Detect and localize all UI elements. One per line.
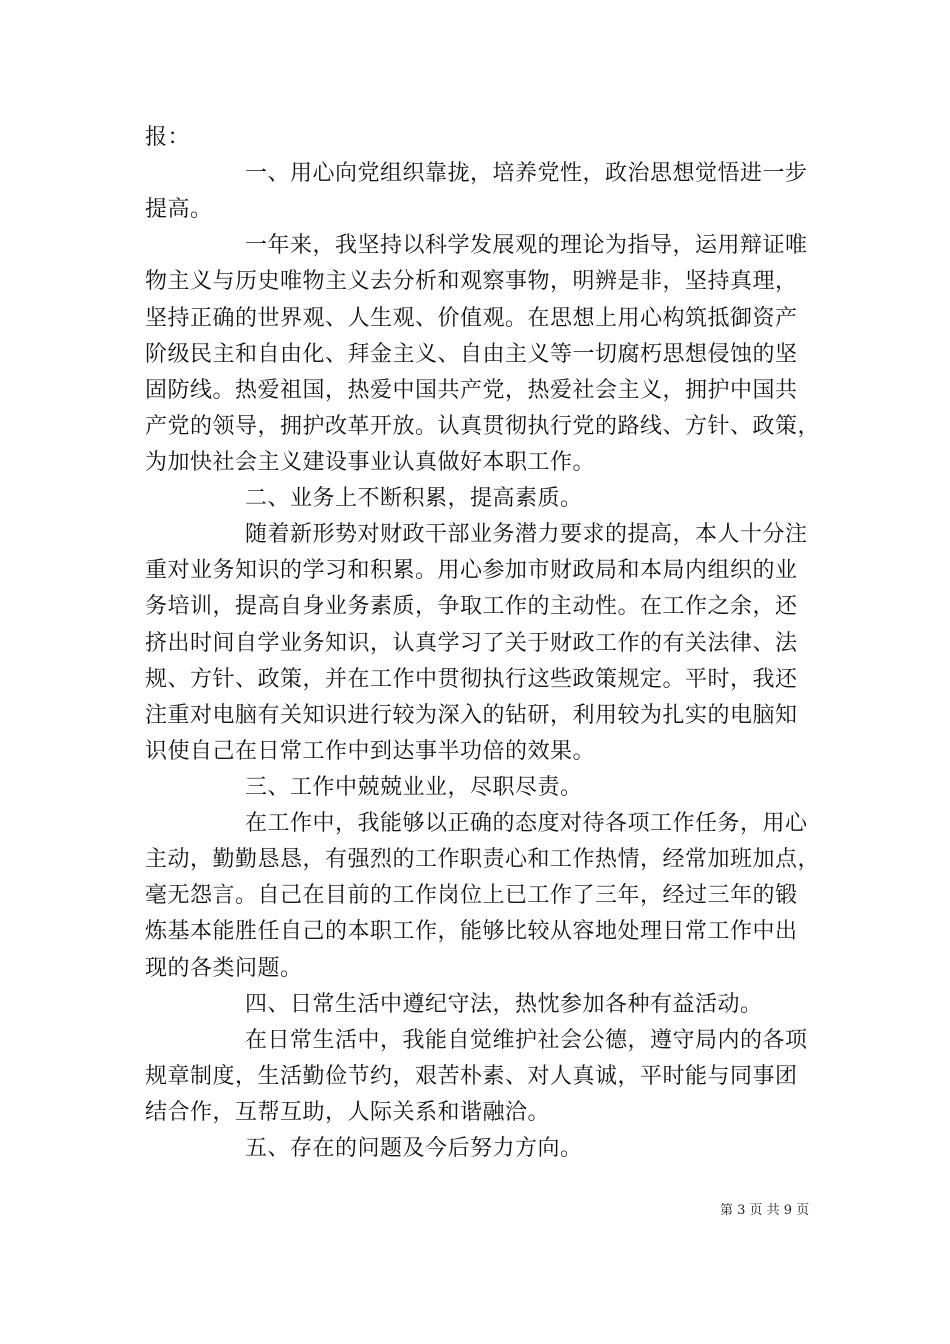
text-line: 主动，勤勤恳恳，有强烈的工作职责心和工作热情，经常加班加点， [145,847,821,872]
section-heading: 二、业务上不断积累，提高素质。 [245,486,583,511]
page-number-footer: 第 3 页 共 9 页 [720,1203,810,1218]
text-line: 阶级民主和自由化、拜金主义、自由主义等一切腐朽思想侵蚀的坚 [145,342,798,367]
text-line: 规章制度，生活勤俭节约，艰苦朴素、对人真诚，平时能与同事团 [145,1064,798,1089]
text-line: 毫无怨言。自己在目前的工作岗位上已工作了三年，经过三年的锻 [145,883,798,908]
text-line: 现的各类问题。 [145,956,303,981]
text-line: 一年来，我坚持以科学发展观的理论为指导，运用辩证唯 [245,233,808,258]
text-line: 注重对电脑有关知识进行较为深入的钻研，利用较为扎实的电脑知 [145,703,798,728]
section-heading: 三、工作中兢兢业业，尽职尽责。 [245,775,583,800]
text-line: 规、方针、政策，并在工作中贯彻执行这些政策规定。平时，我还 [145,667,798,692]
section-heading: 四、日常生活中遵纪守法，热忱参加各种有益活动。 [245,992,763,1017]
text-line: 随着新形势对财政干部业务潜力要求的提高，本人十分注 [245,522,808,547]
text-line: 炼基本能胜任自己的本职工作，能够比较从容地处理日常工作中出 [145,919,798,944]
text-line: 物主义与历史唯物主义去分析和观察事物，明辨是非，坚持真理， [145,269,798,294]
text-line: 提高。 [145,197,213,222]
text-line: 坚持正确的世界观、人生观、价值观。在思想上用心构筑抵御资产 [145,306,798,331]
section-heading: 五、存在的问题及今后努力方向。 [245,1136,583,1161]
text-line: 在工作中，我能够以正确的态度对待各项工作任务，用心 [245,811,808,836]
text-line: 务培训，提高自身业务素质，争取工作的主动性。在工作之余，还 [145,594,798,619]
text-line: 固防线。热爱祖国，热爱中国共产党，热爱社会主义，拥护中国共 [145,378,798,403]
text-line: 为加快社会主义建设事业认真做好本职工作。 [145,450,596,475]
text-line: 结合作，互帮互助，人际关系和谐融洽。 [145,1100,551,1125]
text-line: 识使自己在日常工作中到达事半功倍的效果。 [145,739,596,764]
text-line: 重对业务知识的学习和积累。用心参加市财政局和本局内组织的业 [145,558,798,583]
text-line: 报： [145,125,191,150]
text-line: 挤出时间自学业务知识，认真学习了关于财政工作的有关法律、法 [145,631,798,656]
text-line: 产党的领导，拥护改革开放。认真贯彻执行党的路线、方针、政策， [145,414,821,439]
text-line: 在日常生活中，我能自觉维护社会公德，遵守局内的各项 [245,1028,808,1053]
section-heading: 一、用心向党组织靠拢，培养党性，政治思想觉悟进一步 [245,161,808,186]
